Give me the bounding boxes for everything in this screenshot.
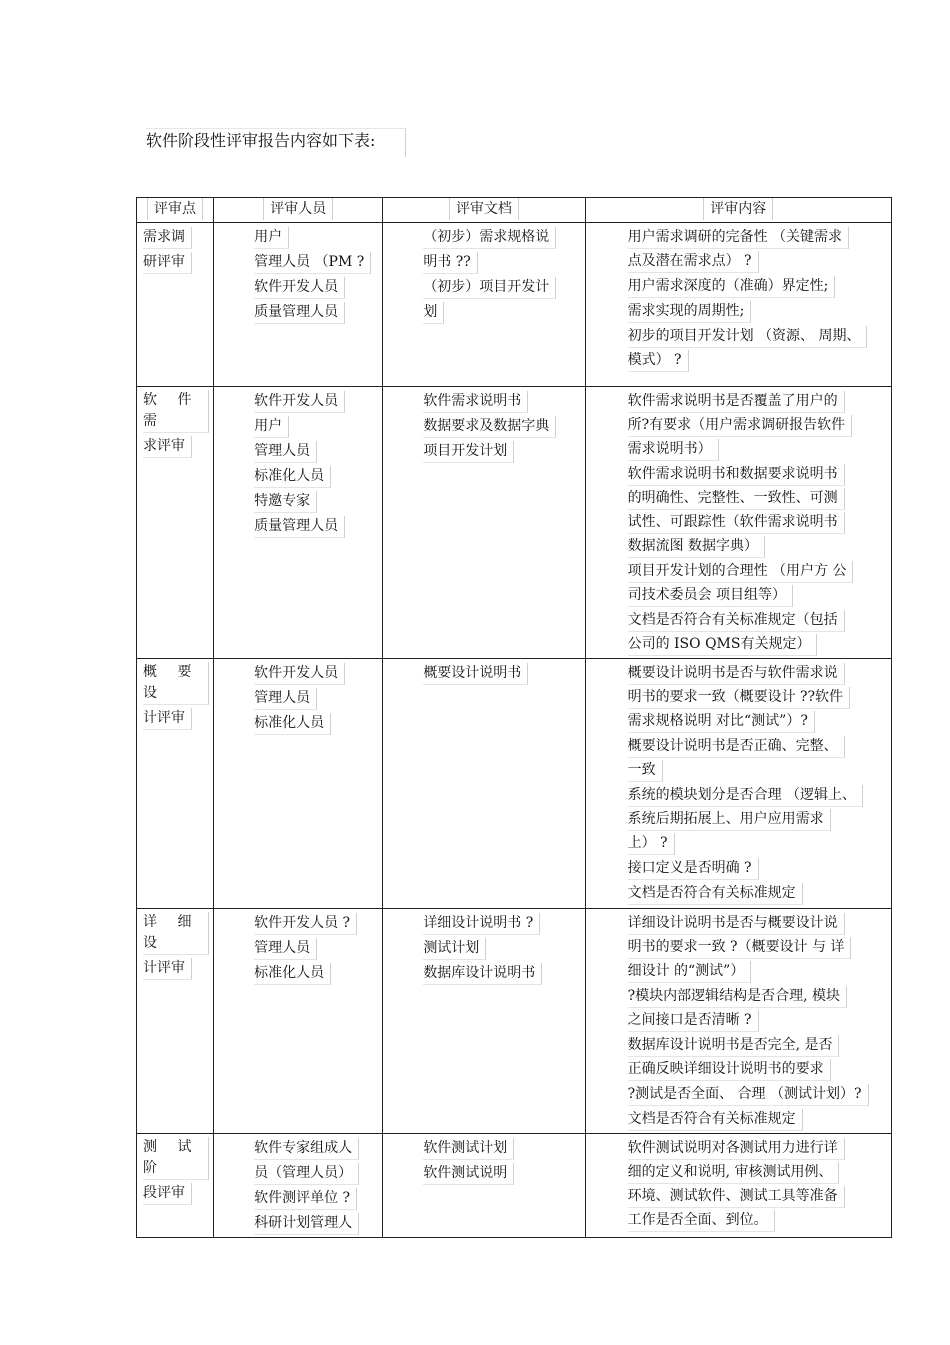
content-line: 详细设计说明书是否与概要设计说: [628, 913, 845, 935]
reviewer-item: 员（管理人员）: [254, 1163, 359, 1185]
content-item: [628, 609, 885, 656]
reviewer-item: 质量管理人员: [254, 516, 345, 538]
document-item: （初步）需求规格说: [423, 227, 556, 249]
content-line: 概要设计说明书是否正确、完整、: [628, 736, 845, 758]
table-header-row: [137, 198, 892, 223]
content-line: 数据流图 数据字典）: [628, 536, 765, 558]
reviewer-item: 科研计划管理人: [254, 1213, 359, 1235]
review-point-text: 软 件 需: [143, 390, 209, 433]
content-line: 正确反映详细设计说明书的要求: [628, 1059, 831, 1081]
document-item: 划: [423, 302, 444, 324]
content-line: 上） ?: [628, 833, 675, 855]
content-item: [628, 784, 885, 855]
reviewer-item: 管理人员: [254, 688, 317, 710]
reviewers-cell: [214, 659, 383, 909]
header-cell: [214, 198, 383, 223]
reviewer-item: 管理人员 （PM ?: [254, 252, 371, 274]
reviewer-item: 软件测评单位 ?: [254, 1188, 357, 1210]
content-line: ?测试是否全面、 合理 （测试计划）?: [628, 1084, 869, 1106]
document-item: 软件需求说明书: [423, 391, 528, 413]
review-table: [136, 197, 892, 1238]
content-line: 需求规格说明 对比“测试”）?: [628, 711, 815, 733]
content-line: 概要设计说明书是否与软件需求说: [628, 663, 845, 685]
document-item: 详细设计说明书 ?: [423, 913, 540, 935]
table-row: [137, 1134, 892, 1238]
content-item: [628, 463, 885, 558]
content-line: 项目开发计划的合理性 （用户方 公: [628, 561, 854, 583]
content-line: 文档是否符合有关标准规定（包括: [628, 610, 845, 632]
review-point-cell: [137, 659, 214, 909]
review-point-cell: [137, 223, 214, 387]
header-cell: [585, 198, 891, 223]
content-line: 软件需求说明书是否覆盖了用户的: [628, 391, 845, 413]
review-content-cell: [585, 223, 891, 387]
table-body: [137, 223, 892, 1238]
header-label: 评审内容: [703, 198, 773, 220]
content-line: 文档是否符合有关标准规定: [628, 1109, 803, 1131]
review-point-cell: [137, 1134, 214, 1238]
review-point-text: 需求调: [143, 227, 192, 249]
table-row: [137, 659, 892, 909]
content-line: 细设计 的“测试”）: [628, 961, 752, 983]
review-content-cell: [585, 387, 891, 659]
content-item: [628, 560, 885, 607]
content-line: 所?有要求（用户需求调研报告软件: [628, 415, 853, 437]
reviewer-item: 标准化人员: [254, 963, 331, 985]
document-item: （初步）项目开发计: [423, 277, 556, 299]
reviewers-cell: [214, 909, 383, 1134]
content-item: [628, 325, 885, 372]
content-line: 系统后期拓展上、用户应用需求: [628, 809, 831, 831]
review-point-text: 概 要 设: [143, 662, 209, 705]
review-point-text: 测 试 阶: [143, 1137, 209, 1180]
document-item: 概要设计说明书: [423, 663, 528, 685]
content-line: 公司的 ISO QMS有关规定）: [628, 634, 818, 656]
header-label: 评审文档: [449, 198, 519, 220]
reviewer-item: 软件开发人员 ?: [254, 913, 357, 935]
reviewer-item: 用户: [254, 227, 289, 249]
content-line: 之间接口是否清晰 ?: [628, 1010, 759, 1032]
reviewers-cell: [214, 223, 383, 387]
reviewer-item: 质量管理人员: [254, 302, 345, 324]
documents-cell: [383, 659, 585, 909]
content-line: 环境、测试软件、测试工具等准备: [628, 1186, 845, 1208]
reviewer-item: 管理人员: [254, 441, 317, 463]
content-item: [628, 275, 885, 298]
header-label: 评审人员: [263, 198, 333, 220]
document-item: 软件测试说明: [423, 1163, 514, 1185]
table-row: [137, 223, 892, 387]
table-row: [137, 387, 892, 659]
content-line: 需求说明书）: [628, 439, 719, 461]
reviewer-item: 软件开发人员: [254, 663, 345, 685]
content-line: 软件测试说明对各测试用力进行详: [628, 1138, 845, 1160]
content-item: [628, 985, 885, 1032]
content-line: 需求实现的周期性;: [628, 301, 752, 323]
content-line: 模式） ?: [628, 350, 689, 372]
content-line: 司技术委员会 项目组等）: [628, 585, 793, 607]
review-point-text: 研评审: [143, 252, 192, 274]
content-line: 一致: [628, 760, 663, 782]
content-item: [628, 226, 885, 273]
review-content-cell: [585, 909, 891, 1134]
content-line: 用户需求深度的（准确）界定性;: [628, 276, 836, 298]
page-heading: 软件阶段性评审报告内容如下表:: [146, 128, 406, 157]
review-point-cell: [137, 909, 214, 1134]
reviewer-item: 特邀专家: [254, 491, 317, 513]
content-item: [628, 882, 885, 905]
content-line: 点及潜在需求点） ?: [628, 251, 759, 273]
content-line: ?模块内部逻辑结构是否合理, 模块: [628, 986, 847, 1008]
review-content-cell: [585, 1134, 891, 1238]
reviewer-item: 管理人员: [254, 938, 317, 960]
content-line: 初步的项目开发计划 （资源、 周期、: [628, 326, 868, 348]
reviewers-cell: [214, 387, 383, 659]
document-item: 数据库设计说明书: [423, 963, 542, 985]
document-item: 明书 ??: [423, 252, 477, 274]
review-point-text: 段评审: [143, 1183, 192, 1205]
content-line: 明书的要求一致 ?（概要设计 与 详: [628, 937, 852, 959]
document-item: 项目开发计划: [423, 441, 514, 463]
content-line: 试性、可跟踪性（软件需求说明书: [628, 512, 845, 534]
review-point-cell: [137, 387, 214, 659]
documents-cell: [383, 909, 585, 1134]
content-line: 数据库设计说明书是否完全, 是否: [628, 1035, 840, 1057]
content-item: [628, 857, 885, 880]
content-line: 软件需求说明书和数据要求说明书: [628, 464, 845, 486]
reviewer-item: 软件开发人员: [254, 277, 345, 299]
reviewers-cell: [214, 1134, 383, 1238]
documents-cell: [383, 1134, 585, 1238]
content-line: 细的定义和说明, 审核测试用例、: [628, 1162, 840, 1184]
reviewer-item: 用户: [254, 416, 289, 438]
content-line: 文档是否符合有关标准规定: [628, 883, 803, 905]
content-item: [628, 662, 885, 733]
reviewer-item: 标准化人员: [254, 466, 331, 488]
header-cell: [137, 198, 214, 223]
content-item: [628, 1108, 885, 1131]
content-line: 接口定义是否明确 ?: [628, 858, 759, 880]
table-row: [137, 909, 892, 1134]
documents-cell: [383, 223, 585, 387]
content-item: [628, 390, 885, 461]
review-point-text: 详 细 设: [143, 912, 209, 955]
document-item: 测试计划: [423, 938, 486, 960]
content-item: [628, 1083, 885, 1106]
content-item: [628, 735, 885, 782]
review-point-text: 计评审: [143, 708, 192, 730]
content-line: 工作是否全面、到位。: [628, 1210, 775, 1232]
content-line: 用户需求调研的完备性 （关键需求: [628, 227, 849, 249]
content-line: 系统的模块划分是否合理 （逻辑上、: [628, 785, 863, 807]
header-label: 评审点: [147, 198, 203, 220]
content-item: [628, 300, 885, 323]
review-content-cell: [585, 659, 891, 909]
documents-cell: [383, 387, 585, 659]
content-item: [628, 1034, 885, 1081]
review-point-text: 计评审: [143, 958, 192, 980]
document-item: 软件测试计划: [423, 1138, 514, 1160]
content-item: [628, 912, 885, 983]
review-point-text: 求评审: [143, 436, 192, 458]
reviewer-item: 软件开发人员: [254, 391, 345, 413]
content-item: [628, 1137, 885, 1232]
document-item: 数据要求及数据字典: [423, 416, 556, 438]
reviewer-item: 软件专家组成人: [254, 1138, 359, 1160]
reviewer-item: 标准化人员: [254, 713, 331, 735]
content-line: 明书的要求一致（概要设计 ??软件: [628, 687, 850, 709]
header-cell: [383, 198, 585, 223]
content-line: 的明确性、完整性、一致性、可测: [628, 488, 845, 510]
